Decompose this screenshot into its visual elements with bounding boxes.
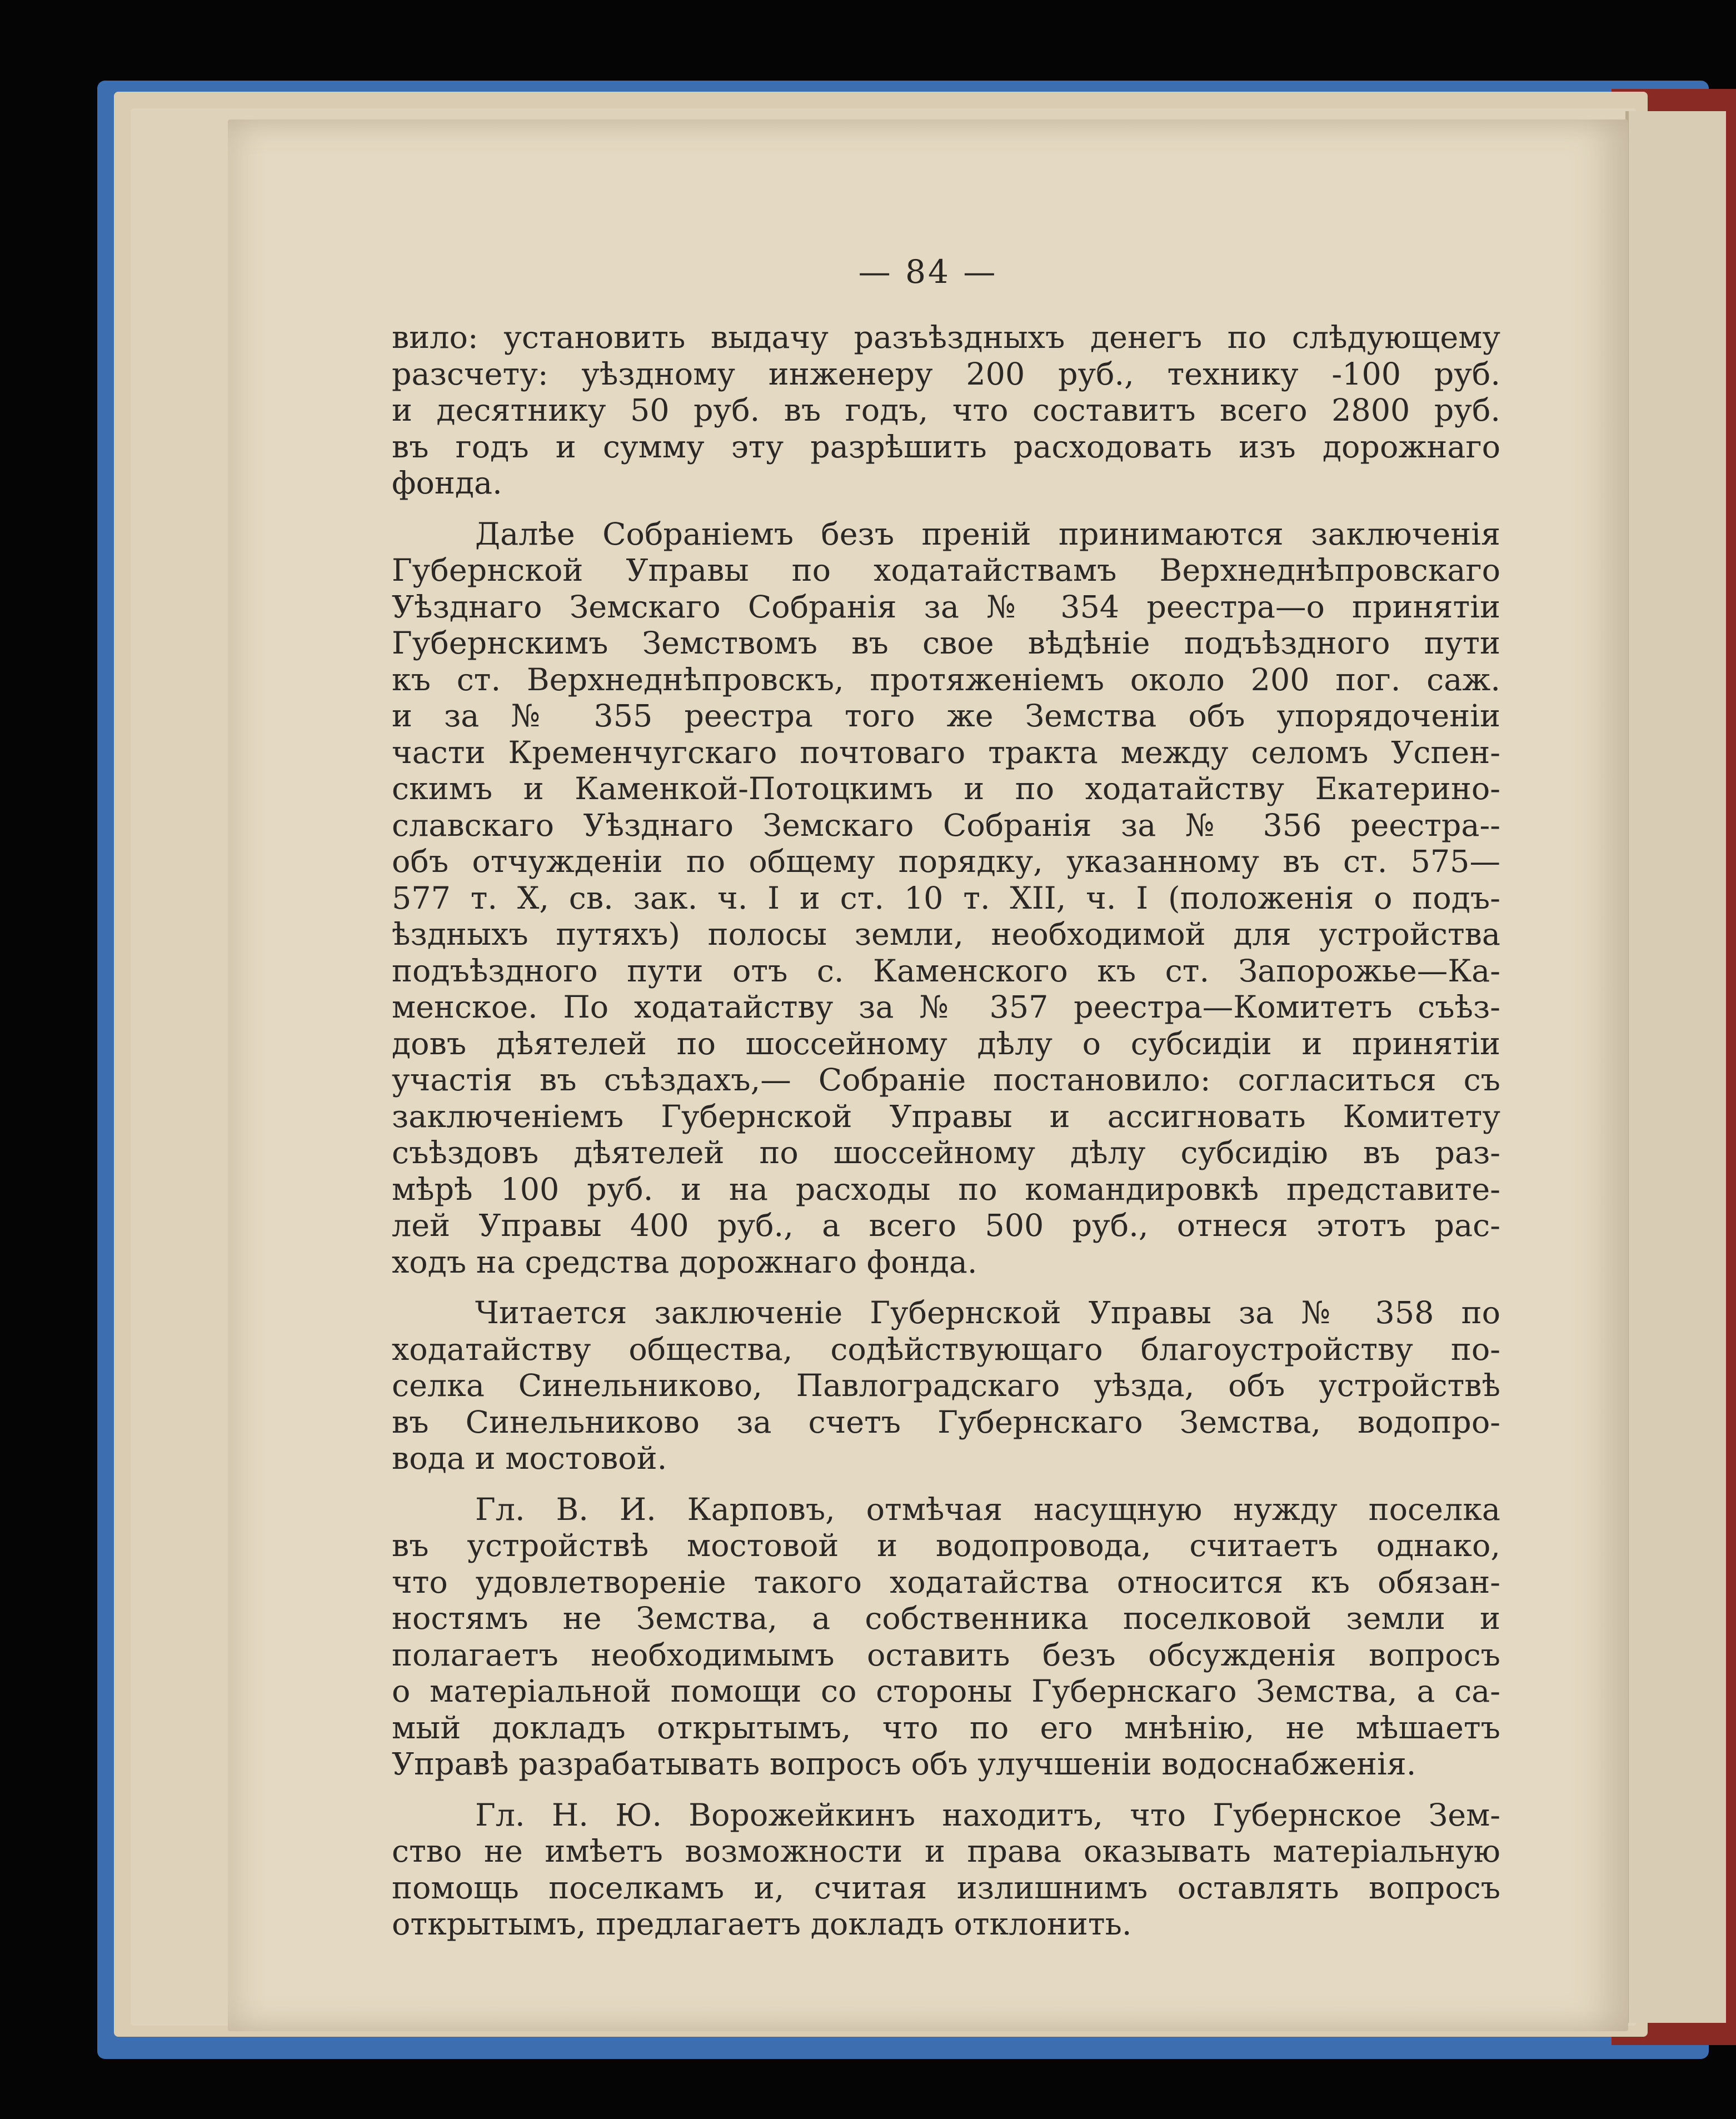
book-page: [228, 119, 1628, 2031]
text-line: Далѣе Собраніемъ безъ преній принимаются заключенія: [475, 516, 1500, 552]
text-line: полагаетъ необходимымъ оставить безъ обсужденія вопросъ: [392, 1637, 1500, 1673]
text-line: фонда.: [392, 465, 502, 501]
text-line: разсчету: уѣздному инженеру 200 руб., технику -100 руб.: [392, 356, 1500, 392]
text-line: открытымъ, предлагаетъ докладъ отклонить.: [392, 1906, 1132, 1942]
text-line: довъ дѣятелей по шоссейному дѣлу о субсидіи и принятіи: [392, 1025, 1500, 1062]
text-line: Гл. Н. Ю. Ворожейкинъ находитъ, что Губернское Зем-: [475, 1797, 1500, 1833]
text-line: съѣздовъ дѣятелей по шоссейному дѣлу субсидію въ раз-: [392, 1135, 1500, 1171]
text-line: Губернской Управы по ходатайствамъ Верхнеднѣпровскаго: [392, 552, 1500, 589]
text-line: заключеніемъ Губернской Управы и ассигновать Комитету: [392, 1098, 1500, 1135]
paragraph: [392, 1797, 1500, 1943]
text-line: вода и мостовой.: [392, 1440, 667, 1477]
paragraph-gap: [392, 502, 1500, 516]
next-page-edge: [1625, 111, 1726, 2023]
text-line: ходатайству общества, содѣйствующаго благоустройству по-: [392, 1331, 1500, 1368]
text-line: и десятнику 50 руб. въ годъ, что составитъ всего 2800 руб.: [392, 392, 1500, 428]
text-line: Управѣ разрабатывать вопросъ объ улучшеніи водоснабженія.: [392, 1746, 1416, 1782]
text-line: селка Синельниково, Павлоградскаго уѣзда, объ устройствѣ: [392, 1368, 1500, 1404]
text-line: части Кременчугскаго почтоваго тракта между селомъ Успен-: [392, 734, 1500, 771]
text-line: мый докладъ открытымъ, что по его мнѣнію, не мѣшаетъ: [392, 1709, 1500, 1746]
text-line: въ устройствѣ мостовой и водопровода, считаетъ однако,: [392, 1528, 1500, 1564]
text-line: Гл. В. И. Карповъ, отмѣчая насущную нужду поселка: [475, 1491, 1500, 1528]
text-line: мѣрѣ 100 руб. и на расходы по командировкѣ представите-: [392, 1171, 1500, 1208]
text-line: что удовлетвореніе такого ходатайства относится къ обязан-: [392, 1564, 1500, 1601]
text-line: участія въ съѣздахъ,— Собраніе постановило: согласиться съ: [392, 1062, 1500, 1098]
text-line: и за № 355 реестра того же Земства объ упорядоченіи: [392, 698, 1500, 734]
page-number: — 84 —: [858, 253, 998, 291]
paragraph-gap: [392, 1783, 1500, 1797]
text-line: помощь поселкамъ и, считая излишнимъ оставлять вопросъ: [392, 1869, 1500, 1906]
text-line: Уѣзднаго Земскаго Собранія за № 354 реестра—о принятіи: [392, 589, 1500, 625]
text-line: въ годъ и сумму эту разрѣшить расходовать изъ дорожнаго: [392, 428, 1500, 465]
text-line: къ ст. Верхнеднѣпровскъ, протяженіемъ около 200 пог. саж.: [392, 661, 1500, 698]
text-line: ходъ на средства дорожнаго фонда.: [392, 1244, 977, 1280]
text-line: Читается заключеніе Губернской Управы за № 358 по: [475, 1295, 1500, 1331]
paragraph: [392, 516, 1500, 1281]
paragraph-gap: [392, 1280, 1500, 1295]
text-line: менское. По ходатайству за № 357 реестра—Комитетъ съѣз-: [392, 989, 1500, 1025]
text-line: 577 т. X, св. зак. ч. I и ст. 10 т. XII, ч. I (положенія о подъ-: [392, 880, 1500, 916]
text-line: Губернскимъ Земствомъ въ свое вѣдѣніе подъѣздного пути: [392, 625, 1500, 661]
text-line: подъѣздного пути отъ с. Каменского къ ст. Запорожье—Ка-: [392, 953, 1500, 989]
text-line: въ Синельниково за счетъ Губернскаго Земства, водопро-: [392, 1404, 1500, 1440]
text-line: вило: установить выдачу разъѣздныхъ денегъ по слѣдующему: [392, 320, 1500, 356]
text-line: ѣздныхъ путяхъ) полосы земли, необходимой для устройства: [392, 916, 1500, 953]
text-line: о матеріальной помощи со стороны Губернскаго Земства, а са-: [392, 1673, 1500, 1709]
page-text: [392, 320, 1500, 1943]
text-line: скимъ и Каменкой-Потоцкимъ и по ходатайству Екатерино-: [392, 771, 1500, 807]
text-line: объ отчужденіи по общему порядку, указанному въ ст. 575—: [392, 844, 1500, 880]
text-line: славскаго Уѣзднаго Земскаго Собранія за № 356 реестра--: [392, 807, 1500, 844]
paragraph: [392, 1295, 1500, 1477]
paragraph: [392, 1492, 1500, 1783]
text-line: ностямъ не Земства, а собственника поселковой земли и: [392, 1601, 1500, 1637]
text-line: лей Управы 400 руб., а всего 500 руб., отнеся этотъ рас-: [392, 1208, 1500, 1244]
text-line: ство не имѣетъ возможности и права оказывать матеріальную: [392, 1833, 1500, 1869]
paragraph-gap: [392, 1477, 1500, 1492]
paragraph: [392, 320, 1500, 502]
